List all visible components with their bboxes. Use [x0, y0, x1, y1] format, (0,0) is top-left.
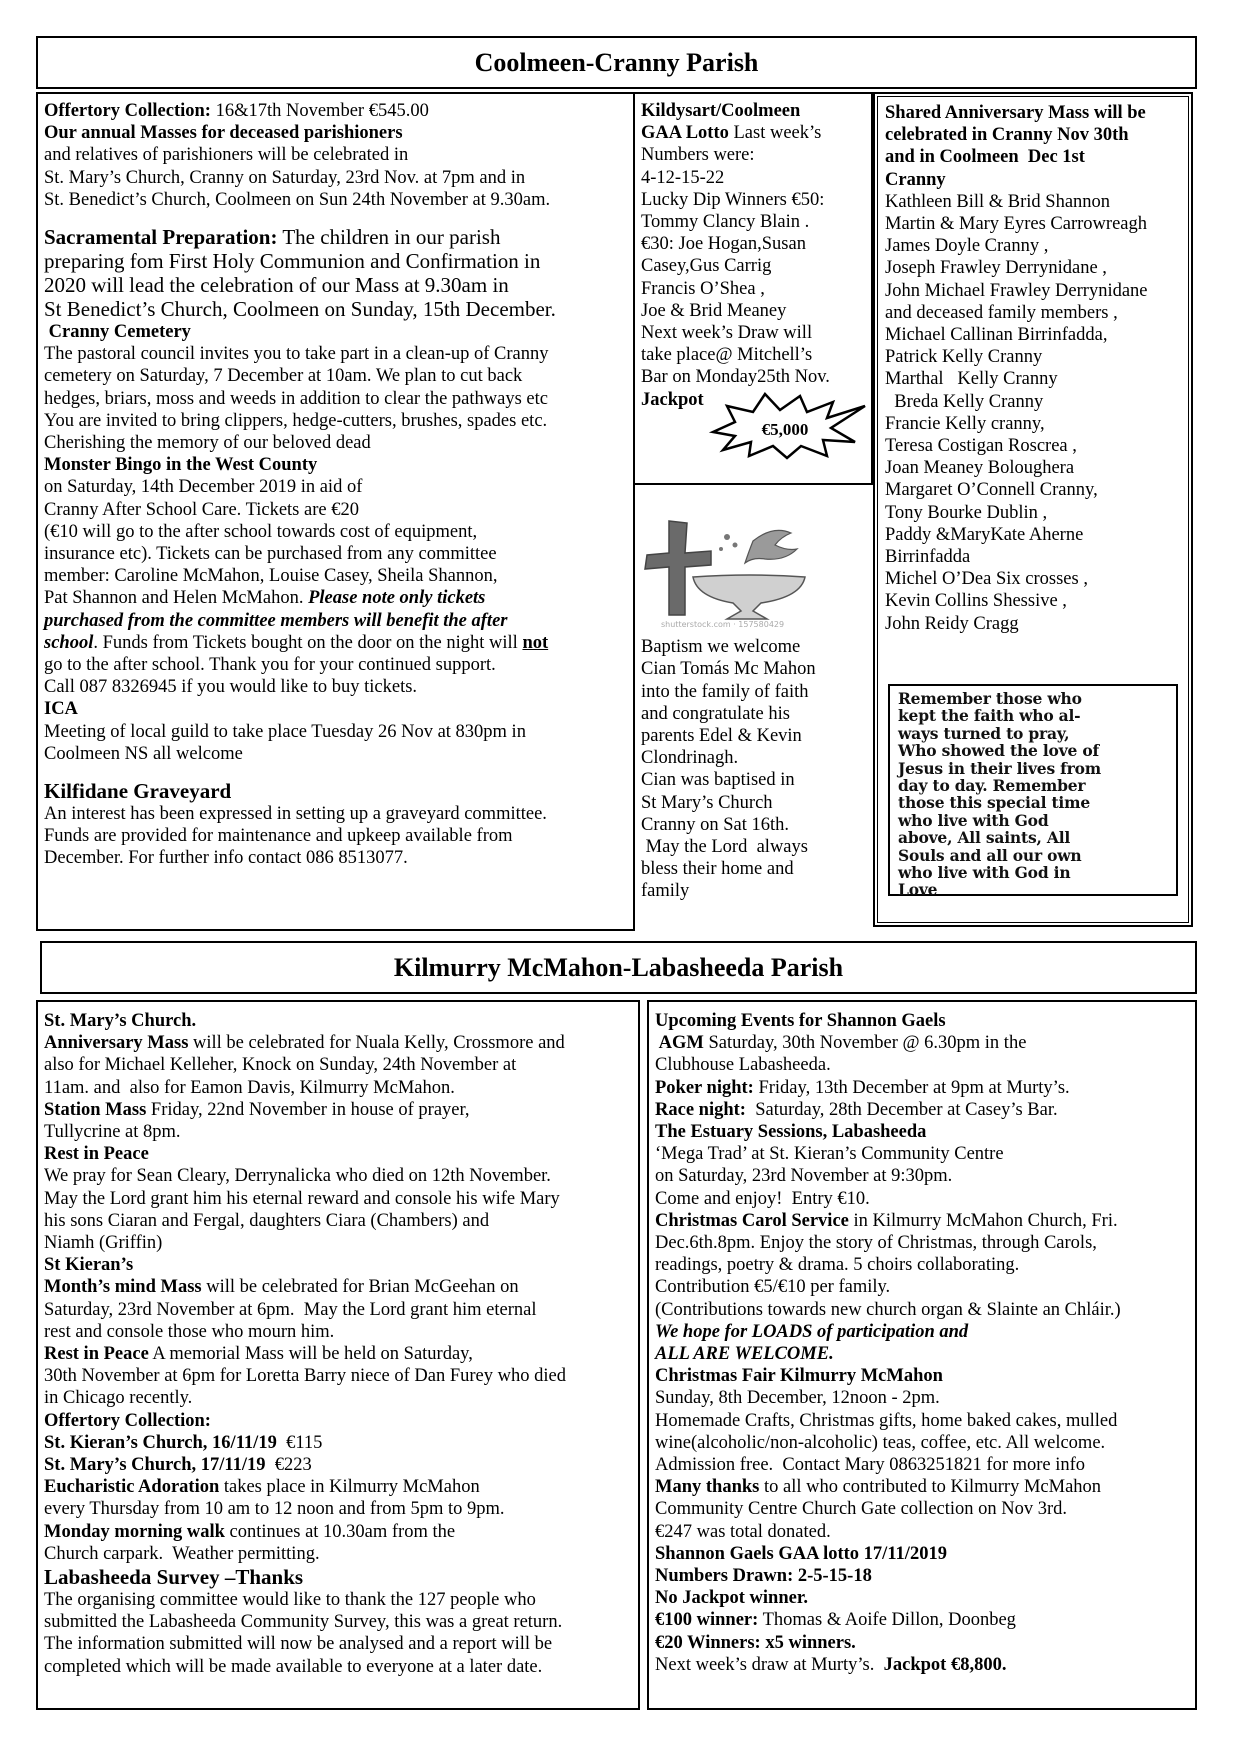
- kilmurry-left-line: We pray for Sean Cleary, Derrynalicka who died on 12th November.: [44, 1166, 551, 1187]
- anniversary-name: James Doyle Cranny ,: [885, 236, 1049, 257]
- anniversary-name: Paddy &MaryKate Aherne: [885, 524, 1084, 545]
- kilmurry-right-line: ‘Mega Trad’ at St. Kieran’s Community Centre: [655, 1144, 1004, 1165]
- bingo-line: Call 087 8326945 if you would like to buy tickets.: [44, 677, 418, 698]
- coolmeen-title-box: [36, 36, 1197, 89]
- remember-poem-box: [888, 684, 1178, 900]
- kilmurry-right-line: readings, poetry & drama. 5 choirs collaborating.: [655, 1255, 1020, 1276]
- coolmeen-title: Coolmeen-Cranny Parish: [474, 47, 759, 77]
- anniversary-name: Francie Kelly cranny,: [885, 413, 1045, 434]
- lotto-line: take place@ Mitchell’s: [641, 345, 813, 366]
- kilmurry-left-line: Anniversary Mass will be celebrated for Nuala Kelly, Crossmore and: [44, 1033, 565, 1054]
- kilmurry-right-line: ALL ARE WELCOME.: [655, 1344, 834, 1365]
- kilmurry-right-line: Christmas Carol Service in Kilmurry McMahon Church, Fri.: [655, 1210, 1118, 1231]
- baptism-line: family: [641, 881, 690, 902]
- sacramental-line: preparing fom First Holy Communion and Confirmation in: [44, 249, 541, 274]
- lotto-line: €30: Joe Hogan,Susan: [641, 234, 806, 255]
- bingo-line: Pat Shannon and Helen McMahon. Please note only tickets: [44, 588, 486, 609]
- kilmurry-right-line: Community Centre Church Gate collection on Nov 3rd.: [655, 1499, 1068, 1520]
- kilmurry-left-line: May the Lord grant him his eternal reward and console his wife Mary: [44, 1188, 560, 1209]
- kilmurry-left-line: Rest in Peace: [44, 1144, 149, 1165]
- lotto-line: Bar on Monday25th Nov.: [641, 367, 830, 388]
- lotto-column: [635, 94, 873, 417]
- kilmurry-right-line: AGM Saturday, 30th November @ 6.30pm in the: [655, 1033, 1027, 1054]
- jackpot-label: Jackpot: [641, 389, 704, 410]
- ica-heading: ICA: [44, 699, 78, 720]
- poem-line: who live with God: [898, 810, 1049, 830]
- anniversary-name: Margaret O’Connell Cranny,: [885, 480, 1098, 501]
- kilmurry-right-line: Admission free. Contact Mary 0863251821 for more info: [655, 1455, 1086, 1476]
- masses-line: and relatives of parishioners will be celebrated in: [44, 145, 409, 166]
- cemetery-line: Cherishing the memory of our beloved dead: [44, 433, 371, 454]
- jackpot-starburst: [705, 392, 875, 460]
- baptism-column: [635, 515, 873, 909]
- kilmurry-right-line: Clubhouse Labasheeda.: [655, 1055, 831, 1076]
- baptism-line: parents Edel & Kevin: [641, 726, 802, 747]
- cemetery-heading: Cranny Cemetery: [44, 322, 191, 343]
- poem-line: Souls and all our own: [898, 845, 1082, 865]
- anniversary-name: John Michael Frawley Derrynidane: [885, 280, 1148, 301]
- kilmurry-right-line: Numbers Drawn: 2-5-15-18: [655, 1566, 872, 1587]
- kilmurry-right-line: Upcoming Events for Shannon Gaels: [655, 1011, 946, 1031]
- kilmurry-right-line: No Jackpot winner.: [655, 1588, 808, 1609]
- lotto-line: Francis O’Shea ,: [641, 278, 765, 299]
- sacramental-line: Sacramental Preparation: The children in our parish: [44, 225, 501, 250]
- anniversary-name: Kevin Collins Shessive ,: [885, 591, 1067, 612]
- kilmurry-right-line: €247 was total donated.: [655, 1521, 831, 1542]
- kilmurry-title-box: [40, 941, 1197, 994]
- kilmurry-left-line: also for Michael Kelleher, Knock on Sunday, 24th November at: [44, 1055, 517, 1076]
- kilmurry-left-line: St. Kieran’s Church, 16/11/19 €115: [44, 1432, 323, 1453]
- lotto-heading: Kildysart/Coolmeen: [641, 101, 801, 121]
- bingo-line: go to the after school. Thank you for your continued support.: [44, 655, 496, 676]
- anniversary-name: Kathleen Bill & Brid Shannon: [885, 191, 1111, 212]
- kilfidane-line: Funds are provided for maintenance and upkeep available from: [44, 826, 513, 847]
- anniversary-name: Joseph Frawley Derrynidane ,: [885, 258, 1107, 279]
- anniversary-name: Tony Bourke Dublin ,: [885, 502, 1048, 523]
- bingo-line: Cranny After School Care. Tickets are €20: [44, 499, 359, 520]
- anniversary-name: Birrinfadda: [885, 547, 971, 568]
- poem-line: who live with God in: [898, 863, 1071, 883]
- baptism-line: bless their home and: [641, 859, 794, 880]
- kilmurry-left-line: 30th November at 6pm for Loretta Barry niece of Dan Furey who died: [44, 1366, 566, 1387]
- anniversary-name: Joan Meaney Boloughera: [885, 458, 1075, 479]
- kilmurry-right-line: We hope for LOADS of participation and: [655, 1321, 969, 1342]
- baptism-line: Clondrinagh.: [641, 748, 739, 769]
- kilmurry-left-line: rest and console those who mourn him.: [44, 1321, 335, 1342]
- lotto-line: Tommy Clancy Blain .: [641, 212, 810, 233]
- cemetery-line: cemetery on Saturday, 7 December at 10am. We plan to cut back: [44, 366, 523, 387]
- kilmurry-right-line: Race night: Saturday, 28th December at Casey’s Bar.: [655, 1099, 1058, 1120]
- kilmurry-left-line: St. Mary’s Church, 17/11/19 €223: [44, 1455, 312, 1476]
- anniversary-name: Martin & Mary Eyres Carrowreagh: [885, 214, 1147, 235]
- baptism-line: Cian was baptised in: [641, 770, 795, 791]
- kilmurry-right-line: Many thanks to all who contributed to Kilmurry McMahon: [655, 1477, 1102, 1498]
- baptism-line: May the Lord always: [641, 837, 808, 858]
- kilmurry-left-line: Niamh (Griffin): [44, 1233, 163, 1254]
- kilmurry-left-line: Offertory Collection:: [44, 1410, 211, 1431]
- baptism-line: Baptism we welcome: [641, 637, 801, 658]
- kilmurry-left-line: Station Mass Friday, 22nd November in house of prayer,: [44, 1099, 470, 1120]
- anniversary-heading: and in Coolmeen Dec 1st: [885, 147, 1085, 168]
- bingo-line: school. Funds from Tickets bought on the door on the night will not: [44, 632, 549, 653]
- baptism-line: and congratulate his: [641, 703, 790, 724]
- kilmurry-right-line: Come and enjoy! Entry €10.: [655, 1188, 870, 1209]
- kilmurry-left-line: St. Mary’s Church.: [44, 1011, 197, 1031]
- image-watermark: shutterstock.com · 157580429: [661, 620, 785, 629]
- kilmurry-left-line: The information submitted will now be analysed and a report will be: [44, 1634, 553, 1655]
- kilmurry-left-line: completed which will be made available to everyone at a later date.: [44, 1656, 543, 1677]
- anniversary-name: Breda Kelly Cranny: [885, 391, 1044, 412]
- kilmurry-left-line: Tullycrine at 8pm.: [44, 1122, 181, 1143]
- bingo-line: on Saturday, 14th December 2019 in aid of: [44, 477, 363, 498]
- lotto-line: Lucky Dip Winners €50:: [641, 189, 825, 210]
- poem-line: ways turned to pray,: [898, 723, 1070, 743]
- offertory-line: Offertory Collection: 16&17th November €545.00: [44, 101, 429, 121]
- anniversary-name: Michael Callinan Birrinfadda,: [885, 325, 1108, 346]
- poem-line: day to day. Remember: [898, 776, 1086, 796]
- baptism-line: Cranny on Sat 16th.: [641, 814, 789, 835]
- anniversary-name: John Reidy Cragg: [885, 613, 1019, 634]
- kilmurry-left-line: Labasheeda Survey –Thanks: [44, 1565, 304, 1590]
- kilmurry-left-line: Monday morning walk continues at 10.30am from the: [44, 1521, 456, 1542]
- cemetery-line: hedges, briars, moss and weeds in addition to clear the pathways etc: [44, 388, 548, 409]
- kilmurry-left-line: submitted the Labasheeda Community Survey, this was a great return.: [44, 1612, 563, 1633]
- poem-line: Who showed the love of: [898, 741, 1099, 761]
- anniversary-heading: celebrated in Cranny Nov 30th: [885, 125, 1129, 146]
- kilmurry-left-line: The organising committee would like to thank the 127 people who: [44, 1590, 536, 1611]
- cemetery-line: You are invited to bring clippers, hedge-cutters, brushes, spades etc.: [44, 410, 548, 431]
- kilfidane-line: December. For further info contact 086 8513077.: [44, 848, 408, 869]
- bingo-line: insurance etc). Tickets can be purchased from any committee: [44, 544, 497, 565]
- kilmurry-right-line: Sunday, 8th December, 12noon - 2pm.: [655, 1388, 940, 1409]
- kilmurry-right-line: Poker night: Friday, 13th December at 9pm at Murty’s.: [655, 1077, 1070, 1098]
- kilmurry-right-line: (Contributions towards new church organ & Slainte an Chláir.): [655, 1299, 1121, 1320]
- kilmurry-right-line: Next week’s draw at Murty’s. Jackpot €8,800.: [655, 1654, 1007, 1675]
- poem-line: Remember those who: [898, 689, 1082, 708]
- lotto-line: Casey,Gus Carrig: [641, 256, 772, 277]
- lotto-line: GAA Lotto Last week’s: [641, 123, 822, 144]
- kilfidane-heading: Kilfidane Graveyard: [44, 779, 232, 804]
- lotto-line: Next week’s Draw will: [641, 323, 813, 344]
- bingo-line: purchased from the committee members will benefit the after: [44, 610, 508, 631]
- baptism-font-icon: [641, 515, 811, 630]
- kilmurry-right-line: Christmas Fair Kilmurry McMahon: [655, 1366, 943, 1387]
- lotto-line: Joe & Brid Meaney: [641, 300, 787, 321]
- kilmurry-right-line: €20 Winners: x5 winners.: [655, 1632, 856, 1653]
- kilmurry-right-line: on Saturday, 23rd November at 9:30pm.: [655, 1166, 953, 1187]
- kilmurry-title: Kilmurry McMahon-Labasheeda Parish: [393, 952, 844, 982]
- kilmurry-right-line: €100 winner: Thomas & Aoife Dillon, Doonbeg: [655, 1610, 1016, 1631]
- anniversary-name: and deceased family members ,: [885, 302, 1118, 323]
- bingo-heading: Monster Bingo in the West County: [44, 455, 318, 476]
- anniversary-name: Teresa Costigan Roscrea ,: [885, 436, 1077, 457]
- poem-line: Jesus in their lives from: [898, 758, 1101, 778]
- kilmurry-left-line: Saturday, 23rd November at 6pm. May the Lord grant him eternal: [44, 1299, 537, 1320]
- kilmurry-left-line: St Kieran’s: [44, 1255, 134, 1276]
- poem-line: kept the faith who al-: [898, 706, 1081, 726]
- baptism-line: Cian Tomás Mc Mahon: [641, 659, 816, 680]
- kilmurry-right-column: [649, 1004, 1195, 1682]
- jackpot-amount: €5,000: [761, 420, 809, 439]
- anniversary-heading: Shared Anniversary Mass will be: [885, 103, 1146, 123]
- bingo-line: (€10 will go to the after school towards cost of equipment,: [44, 521, 478, 542]
- cemetery-line: The pastoral council invites you to take part in a clean-up of Cranny: [44, 344, 549, 365]
- kilmurry-left-line: in Chicago recently.: [44, 1388, 193, 1409]
- anniversary-name: Michel O’Dea Six crosses ,: [885, 569, 1088, 590]
- kilmurry-right-line: Contribution €5/€10 per family.: [655, 1277, 891, 1298]
- kilmurry-left-line: Month’s mind Mass will be celebrated for Brian McGeehan on: [44, 1277, 519, 1298]
- poem-line: Love: [898, 880, 938, 900]
- kilmurry-left-line: Church carpark. Weather permitting.: [44, 1543, 320, 1564]
- kilmurry-right-line: Homemade Crafts, Christmas gifts, home baked cakes, mulled: [655, 1410, 1118, 1431]
- masses-line: St. Benedict’s Church, Coolmeen on Sun 24th November at 9.30am.: [44, 189, 551, 210]
- masses-heading: Our annual Masses for deceased parishioners: [44, 123, 403, 144]
- kilmurry-right-line: Dec.6th.8pm. Enjoy the story of Christmas, through Carols,: [655, 1233, 1097, 1254]
- poem-line: above, All saints, All: [898, 828, 1071, 848]
- kilmurry-left-line: his sons Ciaran and Fergal, daughters Ciara (Chambers) and: [44, 1210, 490, 1231]
- anniversary-name: Marthal Kelly Cranny: [885, 369, 1058, 390]
- anniversary-name: Patrick Kelly Cranny: [885, 347, 1043, 368]
- poem-line: those this special time: [898, 793, 1090, 813]
- kilmurry-left-line: 11am. and also for Eamon Davis, Kilmurry McMahon.: [44, 1077, 455, 1098]
- kilmurry-right-line: wine(alcoholic/non-alcoholic) teas, coffee, etc. All welcome.: [655, 1432, 1106, 1453]
- kilmurry-left-line: Rest in Peace A memorial Mass will be held on Saturday,: [44, 1344, 473, 1365]
- kilmurry-right-line: The Estuary Sessions, Labasheeda: [655, 1122, 927, 1143]
- ica-line: Meeting of local guild to take place Tuesday 26 Nov at 830pm in: [44, 721, 526, 742]
- kilmurry-left-line: every Thursday from 10 am to 12 noon and from 5pm to 9pm.: [44, 1499, 505, 1520]
- sacramental-line: St Benedict’s Church, Coolmeen on Sunday, 15th December.: [44, 297, 556, 322]
- anniversary-column: [879, 96, 1189, 641]
- bingo-line: member: Caroline McMahon, Louise Casey, Sheila Shannon,: [44, 566, 498, 587]
- sacramental-line: 2020 will lead the celebration of our Mass at 9.30am in: [44, 273, 509, 298]
- ica-line: Coolmeen NS all welcome: [44, 743, 243, 764]
- masses-line: St. Mary’s Church, Cranny on Saturday, 23rd Nov. at 7pm and in: [44, 167, 526, 188]
- lotto-line: Numbers were:: [641, 145, 755, 166]
- kilmurry-left-column: [38, 1004, 638, 1684]
- baptism-line: into the family of faith: [641, 681, 809, 702]
- kilmurry-left-line: Eucharistic Adoration takes place in Kilmurry McMahon: [44, 1477, 480, 1498]
- kilfidane-line: An interest has been expressed in setting up a graveyard committee.: [44, 804, 547, 825]
- kilmurry-right-line: Shannon Gaels GAA lotto 17/11/2019: [655, 1543, 947, 1564]
- coolmeen-left-column: [38, 94, 634, 876]
- baptism-line: St Mary’s Church: [641, 792, 773, 813]
- anniversary-heading: Cranny: [885, 169, 946, 190]
- lotto-numbers: 4-12-15-22: [641, 167, 725, 188]
